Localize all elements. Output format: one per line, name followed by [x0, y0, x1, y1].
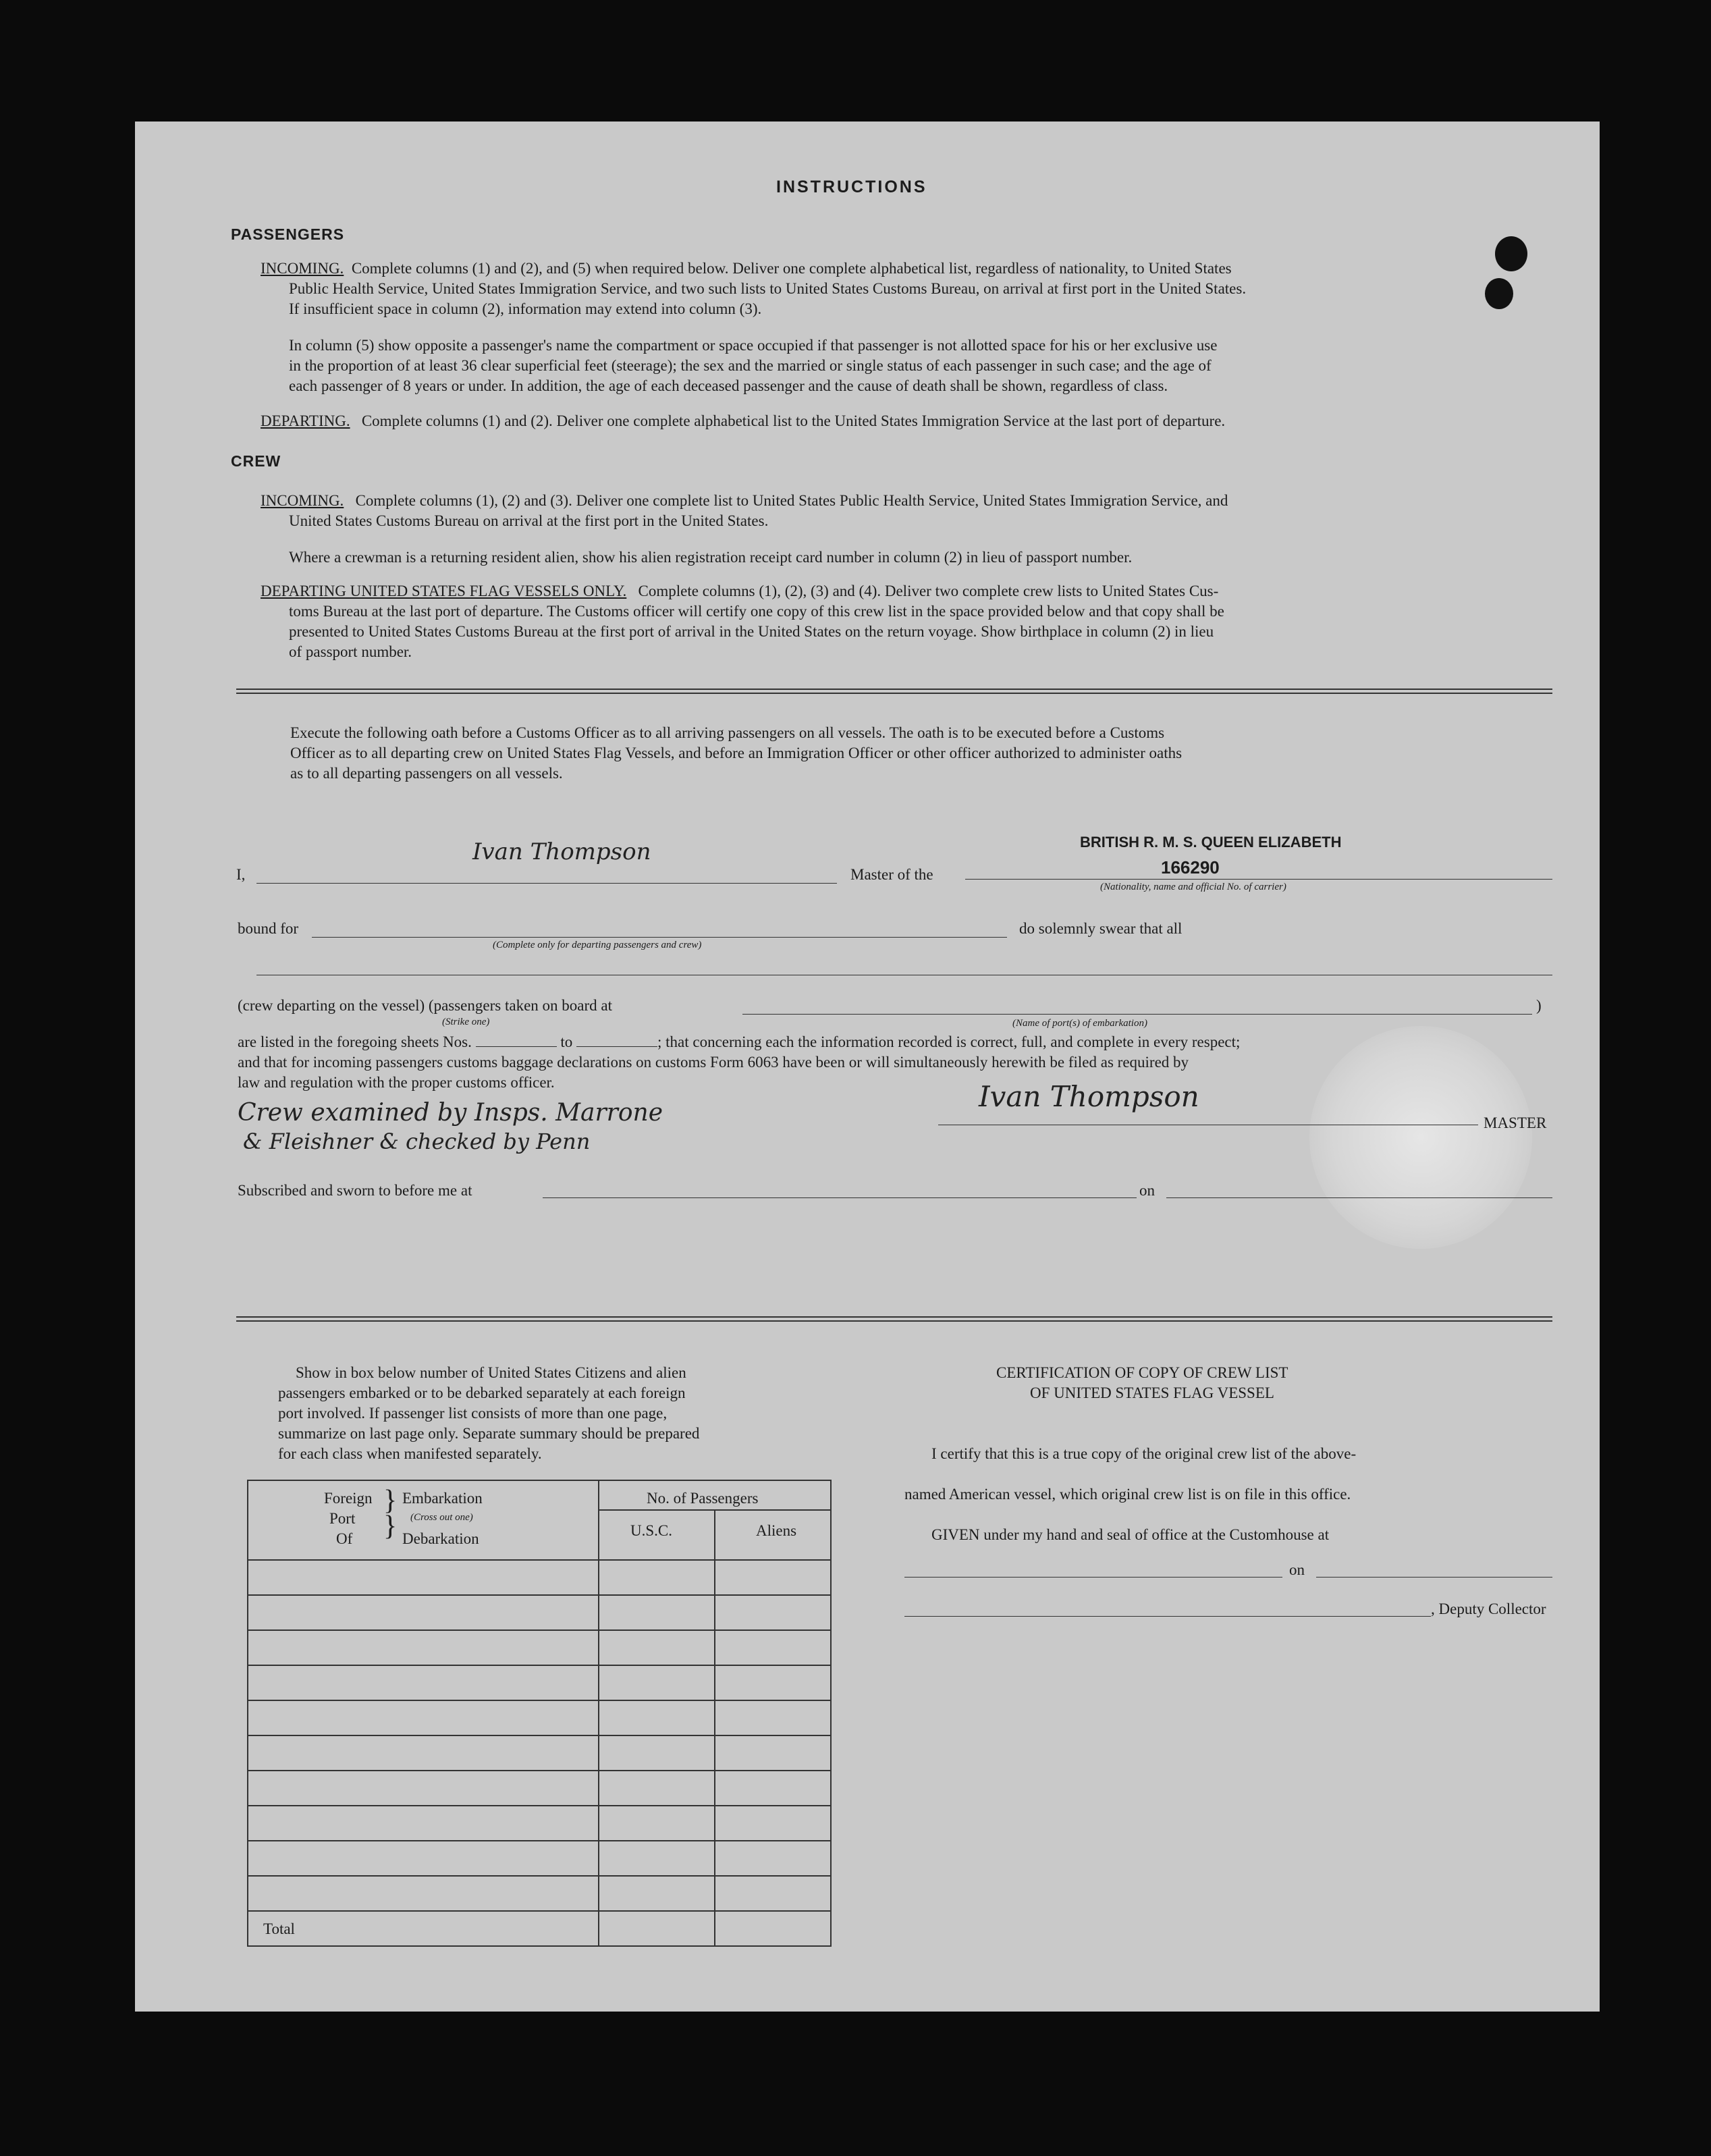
col-usc: U.S.C. [630, 1522, 672, 1539]
crew-passengers-text: (crew departing on the vessel) (passengers taken on board at [238, 997, 612, 1014]
usc-cell[interactable] [599, 1771, 715, 1806]
summary-row [248, 1630, 831, 1665]
port-cell[interactable] [248, 1876, 599, 1911]
law-line: law and regulation with the proper customs officer. [238, 1074, 555, 1091]
crew-incoming-line1 [261, 490, 1228, 511]
crew-flag-line1 [261, 581, 1218, 601]
passengers-incoming-line1 [261, 258, 1232, 279]
port-cell[interactable] [248, 1595, 599, 1630]
certification-line2: named American vessel, which original crew list is on file in this office. [904, 1486, 1351, 1503]
col-of: Of [336, 1530, 353, 1547]
aliens-cell[interactable] [715, 1876, 831, 1911]
passengers-departing-label: DEPARTING. [261, 412, 350, 429]
col-crossout: (Cross out one) [410, 1512, 473, 1523]
ports-caption: (Name of port(s) of embarkation) [1012, 1018, 1147, 1029]
close-paren: ) [1536, 997, 1542, 1014]
aliens-cell[interactable] [715, 1595, 831, 1630]
aliens-cell[interactable] [715, 1735, 831, 1771]
col-aliens: Aliens [756, 1522, 797, 1539]
brace-bottom: } [383, 1511, 398, 1542]
bound-for-label: bound for [238, 920, 299, 937]
summary-line2: passengers embarked or to be debarked separately at each foreign [278, 1384, 686, 1401]
column5-line3: each passenger of 8 years or under. In addition, the age of each deceased passenger and the cause of death shall be shown, regardless of class. [289, 377, 1168, 394]
usc-cell[interactable] [599, 1560, 715, 1595]
summary-row [248, 1876, 831, 1911]
crew-flag-text1: Complete columns (1), (2), (3) and (4). Deliver two complete crew lists to United States Cus- [638, 583, 1219, 599]
embossed-seal [1309, 1026, 1532, 1249]
crew-incoming-line2: United States Customs Bureau on arrival at the first port in the United States. [289, 512, 769, 529]
passengers-incoming-line2: Public Health Service, United States Immigration Service, and two such lists to United States Customs Bureau, on arrival at first port in the United States. [289, 280, 1247, 297]
port-cell[interactable] [248, 1700, 599, 1735]
crew-examined-annotation-2: & Fleishner & checked by Penn [243, 1129, 591, 1154]
vessel-name: BRITISH R. M. S. QUEEN ELIZABETH [1080, 834, 1342, 851]
listed-a: are listed in the foregoing sheets Nos. [238, 1033, 472, 1050]
certification-title-1: CERTIFICATION OF COPY OF CREW LIST [996, 1364, 1288, 1381]
aliens-cell[interactable] [715, 1700, 831, 1735]
instructions-title: INSTRUCTIONS [776, 178, 927, 196]
master-name-signature: Ivan Thompson [472, 838, 651, 865]
aliens-cell[interactable] [715, 1665, 831, 1700]
brace-top: } [383, 1485, 398, 1516]
sheet-to-blank [576, 1046, 657, 1047]
crew-incoming-text1: Complete columns (1), (2) and (3). Deliver one complete list to United States Public Health Service, United States Immigration Service, and [355, 492, 1228, 509]
total-label-cell [248, 1911, 599, 1946]
port-cell[interactable] [248, 1630, 599, 1665]
oath-i-label: I, [236, 866, 246, 883]
summary-row [248, 1735, 831, 1771]
port-cell[interactable] [248, 1806, 599, 1841]
vessel-official-number: 166290 [1161, 857, 1220, 878]
crew-flag-line3: presented to United States Customs Bureau at the first port of arrival in the United States on the return voyage. Show birthplace in column (2) in lieu [289, 623, 1214, 640]
usc-cell[interactable] [599, 1806, 715, 1841]
passenger-summary-table [247, 1480, 832, 1947]
strike-caption: (Strike one) [442, 1017, 490, 1027]
port-cell[interactable] [248, 1560, 599, 1595]
bound-for-caption: (Complete only for departing passengers and crew) [493, 940, 702, 950]
passengers-incoming-line3: If insufficient space in column (2), information may extend into column (3). [289, 300, 762, 317]
master-of-label: Master of the [850, 866, 933, 883]
swear-text: do solemnly swear that all [1019, 920, 1183, 937]
summary-total-row [248, 1911, 831, 1946]
deputy-collector-label: , Deputy Collector [1431, 1600, 1546, 1617]
usc-cell[interactable] [599, 1665, 715, 1700]
punch-hole-bottom [1485, 278, 1513, 309]
subscribed-on-label: on [1139, 1182, 1155, 1199]
total-aliens-cell[interactable] [715, 1911, 831, 1946]
summary-line5: for each class when manifested separately. [278, 1445, 542, 1462]
subscribed-place-line [543, 1197, 1137, 1198]
summary-line4: summarize on last page only. Separate summary should be prepared [278, 1425, 700, 1442]
total-label: Total [263, 1920, 295, 1937]
ports-line [742, 1014, 1532, 1015]
column5-line1: In column (5) show opposite a passenger's name the compartment or space occupied if that passenger is not allotted space for his or her exclusive use [289, 337, 1218, 354]
summary-line3: port involved. If passenger list consists of more than one page, [278, 1405, 668, 1422]
certification-line3: GIVEN under my hand and seal of office at the Customhouse at [931, 1526, 1330, 1543]
certification-place-line [904, 1577, 1282, 1578]
certification-date-line [1316, 1577, 1552, 1578]
form-page [135, 122, 1600, 2012]
aliens-cell[interactable] [715, 1806, 831, 1841]
master-name-line [256, 883, 837, 884]
port-cell[interactable] [248, 1841, 599, 1876]
summary-row [248, 1806, 831, 1841]
usc-cell[interactable] [599, 1735, 715, 1771]
col-embarkation: Embarkation [402, 1490, 483, 1507]
subscribed-label: Subscribed and sworn to before me at [238, 1182, 472, 1199]
col-port: Port [329, 1510, 356, 1527]
aliens-cell[interactable] [715, 1560, 831, 1595]
oath-intro-line2: Officer as to all departing crew on United States Flag Vessels, and before an Immigration Officer or other officer authorized to administer oaths [290, 745, 1183, 761]
usc-cell[interactable] [599, 1630, 715, 1665]
passengers-incoming-label: INCOMING. [261, 260, 344, 277]
column5-line2: in the proportion of at least 36 clear superficial feet (steerage); the sex and the married or single status of each passenger in such case; and the age of [289, 357, 1212, 374]
master-label: MASTER [1484, 1114, 1547, 1131]
crew-flag-label: DEPARTING UNITED STATES FLAG VESSELS ONLY. [261, 583, 627, 599]
crew-examined-annotation-1: Crew examined by Insps. Marrone [238, 1099, 663, 1127]
usc-cell[interactable] [599, 1700, 715, 1735]
listed-to: to [560, 1033, 573, 1050]
listed-b: ; that concerning each the information recorded is correct, full, and complete in every respect; [657, 1033, 1241, 1050]
subheader-split [714, 1509, 715, 1559]
subscribed-date-line [1166, 1197, 1552, 1198]
port-header-cell [248, 1480, 599, 1560]
section-divider-1 [236, 689, 1552, 694]
summary-row [248, 1841, 831, 1876]
summary-row [248, 1771, 831, 1806]
crew-flag-line4: of passport number. [289, 643, 412, 660]
oath-intro-line1: Execute the following oath before a Customs Officer as to all arriving passengers on all vessels. The oath is to be executed before a Customs [290, 724, 1165, 741]
oath-intro-line3: as to all departing passengers on all vessels. [290, 765, 563, 782]
passengers-header-cell [599, 1480, 831, 1560]
certification-on-label: on [1289, 1561, 1305, 1578]
col-debarkation: Debarkation [402, 1530, 479, 1547]
col-foreign: Foreign [324, 1490, 373, 1507]
certification-line1: I certify that this is a true copy of the original crew list of the above- [931, 1445, 1357, 1462]
aliens-cell[interactable] [715, 1771, 831, 1806]
passengers-heading: PASSENGERS [231, 225, 345, 243]
aliens-cell[interactable] [715, 1630, 831, 1665]
vessel-caption: (Nationality, name and official No. of carrier) [1100, 882, 1286, 892]
section-divider-2 [236, 1316, 1552, 1322]
col-no-passengers: No. of Passengers [647, 1490, 759, 1507]
port-cell[interactable] [248, 1771, 599, 1806]
punch-hole-top [1495, 236, 1527, 271]
summary-row [248, 1665, 831, 1700]
total-usc-cell[interactable] [599, 1911, 715, 1946]
usc-cell[interactable] [599, 1595, 715, 1630]
usc-cell[interactable] [599, 1876, 715, 1911]
crew-incoming-label: INCOMING. [261, 492, 344, 509]
vessel-line [965, 879, 1552, 880]
certification-title-2: OF UNITED STATES FLAG VESSEL [1030, 1384, 1274, 1401]
sheet-from-blank [476, 1046, 557, 1047]
port-cell[interactable] [248, 1735, 599, 1771]
aliens-cell[interactable] [715, 1841, 831, 1876]
summary-row [248, 1560, 831, 1595]
passengers-incoming-text1: Complete columns (1) and (2), and (5) when required below. Deliver one complete alphabetical list, regardless of nationality, to United States [351, 260, 1232, 277]
passengers-departing-text: Complete columns (1) and (2). Deliver one complete alphabetical list to the United States Immigration Service at the last port of departure. [361, 412, 1226, 429]
usc-cell[interactable] [599, 1841, 715, 1876]
listed-text [238, 1031, 1240, 1052]
summary-header-row [248, 1480, 831, 1560]
passengers-departing-line [261, 410, 1225, 431]
crew-flag-line2: toms Bureau at the last port of departure. The Customs officer will certify one copy of this crew list in the space provided below and that copy shall be [289, 603, 1224, 620]
bound-for-line [312, 937, 1007, 938]
deputy-collector-line [904, 1616, 1431, 1617]
port-cell[interactable] [248, 1665, 599, 1700]
summary-row [248, 1700, 831, 1735]
summary-line1: Show in box below number of United States Citizens and alien [296, 1364, 686, 1381]
baggage-line: and that for incoming passengers customs baggage declarations on customs Form 6063 have been or will simultaneously herewith be filed as required by [238, 1054, 1189, 1071]
summary-row [248, 1595, 831, 1630]
master-signature: Ivan Thompson [979, 1080, 1199, 1113]
crew-heading: CREW [231, 452, 281, 470]
crew-resident-line: Where a crewman is a returning resident alien, show his alien registration receipt card number in column (2) in lieu of passport number. [289, 549, 1133, 566]
